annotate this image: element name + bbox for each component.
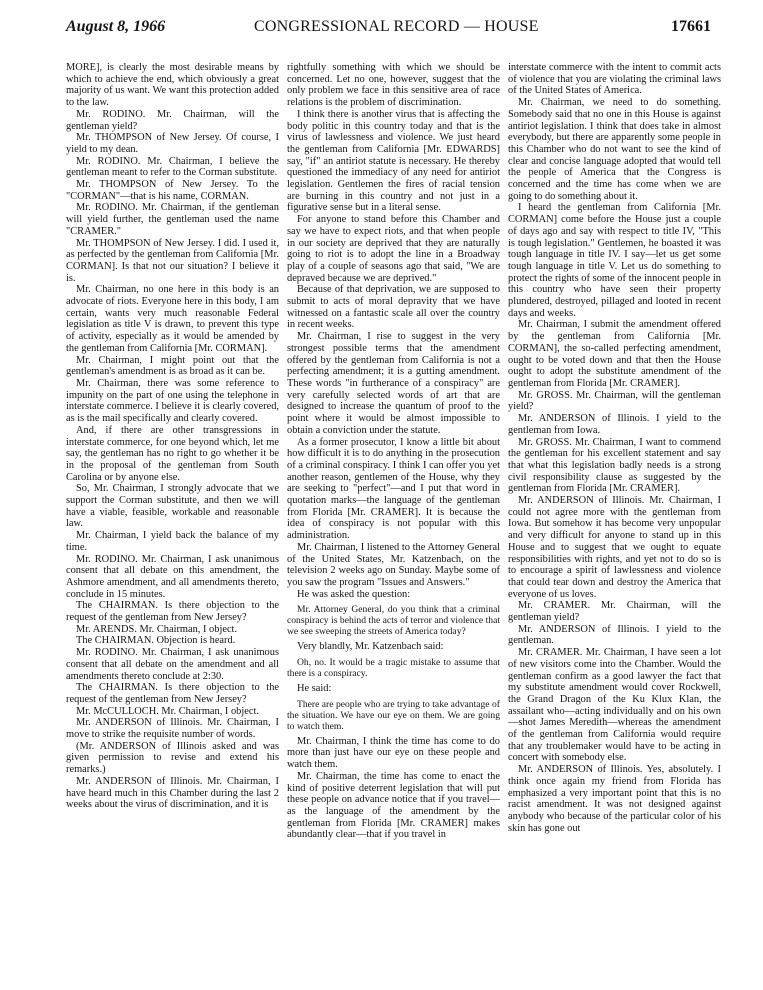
paragraph: Because of that deprivation, we are supposed to submit to acts of moral depravity that we have witnessed on a fantastic scale all over the country in recent weeks. [287,284,500,331]
page-number: 17661 [671,18,711,35]
paragraph: Mr. GROSS. Mr. Chairman, will the gentleman yield? [508,389,721,413]
paragraph: The CHAIRMAN. Objection is heard. [76,635,236,647]
paragraph: Mr. RODINO. Mr. Chairman, I ask unanimous consent that all debate on this amendment, the Ashmore amendment, and all amendments thereto, conclude in 15 minutes. [66,553,279,600]
paragraph: Mr. ANDERSON of Illinois. I yield to the gentleman from Iowa. [508,413,721,436]
paragraph: He was asked the question: [297,588,411,600]
paragraph: rightfully something with which we should be concerned. Let no one, however, suggest that the only problem we face in this sensitive area of race relations is the problem of discrimination. [287,62,500,109]
paragraph: Mr. Chairman, I yield back the balance of my time. [66,530,279,553]
paragraph: Mr. Chairman, no one here in this body is an advocate of riots. Everyone here in this body, I am certain, wants very much reasonable Federal legislation as title V is drawn, to prevent this type of activity, especially as it would be amended by the gentleman from California [Mr. CORMAN]. [66,284,279,354]
paragraph: The CHAIRMAN. Is there objection to the request of the gentleman from New Jersey? [66,600,279,624]
paragraph: For anyone to stand before this Chamber and say we have to expect riots, and that when people in our society are deprived that they are naturally going to riot is to adopt the line in a Broadway play of a couple of seasons ago that said, "We are depraved because we are deprived." [287,214,500,284]
paragraph: Very blandly, Mr. Katzenbach said: [297,641,444,653]
paragraph: Mr. CRAMER. Mr. Chairman, will the gentleman yield? [508,600,721,624]
text-column-2 [287,62,500,976]
paragraph: Mr. Chairman, I might point out that the gentleman's amendment is as broad as it can be. [66,354,279,378]
paragraph: Mr. ANDERSON of Illinois. I yield to the gentleman. [508,623,721,647]
paragraph: Mr. RODINO. Mr. Chairman, I believe the gentleman meant to refer to the Corman substitute. [66,155,279,179]
paragraph: Mr. ANDERSON of Illinois. Mr. Chairman, I could not agree more with the gentleman from Iowa. But somehow it has become very unpopular and very difficult for anyone to stand up in this House and to suggest that we ought to equate responsibilities with rights, and yet not to do so is to encourage a spirit of lawlessness and violence that could tear down and destroy the America that everyone of us loves. [508,495,721,600]
paragraph: As a former prosecutor, I know a little bit about how difficult it is to do anything in the prosecution of a criminal conspiracy. I think I can offer you yet another reason, gentlemen of the House, why they are seeking to "perfect"—and I put that word in quotation marks—the language of the gentleman from Florida [Mr. CRAMER]. It is because the idea of conspiracy is not popular with this administration. [287,436,500,542]
paragraph: So, Mr. Chairman, I strongly advocate that we support the Corman substitute, and then we will have a viable, feasible, workable and reasonable law. [66,483,279,530]
text-column-1 [66,62,279,976]
text-column-3 [508,62,721,976]
paragraph: Mr. RODINO. Mr. Chairman, if the gentleman will yield further, the gentleman used the name "CRAMER." [66,202,279,237]
page-header [0,0,763,62]
header-date: August 8, 1966 [66,18,166,35]
paragraph: Mr. CRAMER. Mr. Chairman, I have seen a lot of new visitors come into the Chamber. Would the gentleman confirm as a good lawyer the fact that my substitute amendment would cover Rockwell, the Grand Dragon of the Ku Klux Klan, the assailant who—acting individually and on his own—shot James Meredith—whereas the amendment of the gentleman from California would require that any troublemaker would have to be acting in concert with somebody else. [508,647,721,764]
paragraph: Mr. Chairman, I think the time has come to do more than just have our eye on these people and watch them. [287,735,500,771]
paragraph: Mr. ANDERSON of Illinois. Mr. Chairman, I move to strike the requisite number of words. [66,717,279,741]
paragraph: MORE], is clearly the most desirable means by which to achieve the end, which obviously a great majority of us want. We want this protection added to the law. [66,62,279,109]
paragraph: I think there is another virus that is affecting the body politic in this country today and that is the virus of lawlessness and violence. We just heard the gentleman from California [Mr. EDWARDS] say, "if" an antiriot statute is necessary. He thereby questioned the immediacy of any need for antiriot legislation. Gentlemen the fires of racial tension are burning in this country and not just in a figurative sense but in a literal sense. [287,108,500,214]
paragraph: He said: [297,683,332,695]
paragraph: Mr. RODINO. Mr. Chairman, I ask unanimous consent that all debate on the amendment and all amendments thereto conclude at 2:30. [66,647,279,682]
paragraph: interstate commerce with the intent to commit acts of violence that you are violating the criminal laws of the United States of America. [508,62,721,97]
paragraph: Mr. ARENDS. Mr. Chairman, I object. [76,623,238,635]
paragraph: Mr. McCULLOCH. Mr. Chairman, I object. [76,705,259,717]
paragraph: Oh, no. It would be a tragic mistake to assume that there is a conspiracy. [287,657,500,680]
paragraph: There are people who are trying to take advantage of the situation. We have our eye on them. We are going to watch them. [287,698,500,732]
paragraph: Mr. GROSS. Mr. Chairman, I want to commend the gentleman for his excellent statement and say that what this legislation badly needs is a strong civil responsibility clause as suggested by the gentleman from Florida [Mr. CRAMER]. [508,436,721,495]
paragraph: Mr. Chairman, we need to do something. Somebody said that no one in this House is against antiriot legislation. I think that does take in almost everybody, but there are apparently some people in this Chamber who do not want to see the kind of clear and concise language adopted that would tell the people of America that the Congress is concerned and the time has come when we are going to do something about it. [508,97,721,202]
paragraph: Mr. ANDERSON of Illinois. Mr. Chairman, I have heard much in this Chamber during the last 2 weeks about the virus of discrimination, and it is [66,775,279,811]
paragraph: Mr. Attorney General, do you think that a criminal conspiracy is behind the acts of terror and violence that we see sweeping the streets of America today? [287,604,500,638]
paragraph: Mr. THOMPSON of New Jersey. I did. I used it, as perfected by the gentleman from California [Mr. CORMAN]. Is that not our situation? I believe it is. [66,237,279,284]
paragraph: The CHAIRMAN. Is there objection to the request of the gentleman from New Jersey? [66,682,279,705]
paragraph: Mr. Chairman, I rise to suggest in the very strongest possible terms that the amendment offered by the gentleman from California is not a perfecting amendment; it is a gutting amendment. These words "in furtherance of a conspiracy" are very carefully selected words of art that are designed to increase the quantum of proof to the point where it would be almost impossible to obtain a conviction under the statute. [287,331,500,436]
paragraph: And, if there are other transgressions in interstate commerce, for one beyond which, let me say, the gentleman has no right to go whether it be in the proposal of the gentleman from South Carolina or by anyone else. [66,424,279,483]
paragraph: Mr. THOMPSON of New Jersey. To the "CORMAN"—that is his name, CORMAN. [66,179,279,202]
paragraph: Mr. ANDERSON of Illinois. Yes, absolutely. I think once again my friend from Florida has emphasized a very important point that this is no racist amendment. It was not designed against anybody who because of the particular color of his skin has gone out [508,764,721,834]
header-title: CONGRESSIONAL RECORD — HOUSE [254,18,539,35]
paragraph: Mr. RODINO. Mr. Chairman, will the gentleman yield? [66,108,279,132]
paragraph: Mr. Chairman, the time has come to enact the kind of positive deterrent legislation that will put these people on advance notice that if you travel—as the language of the amendment by the gentleman from Florida [Mr. CRAMER] makes abundantly clear—that if you travel in [287,770,500,841]
paragraph: Mr. Chairman, I submit the amendment offered by the gentleman from California [Mr. CORMAN], the so-called perfecting amendment, ought to be voted down and that then the House ought to adopt the substitute amendment of the gentleman from Florida [Mr. CRAMER]. [508,319,721,389]
paragraph: Mr. THOMPSON of New Jersey. Of course, I yield to my dean. [66,132,279,155]
paragraph: (Mr. ANDERSON of Illinois asked and was given permission to revise and extend his remarks.) [66,740,279,776]
paragraph: Mr. Chairman, I listened to the Attorney General of the United States, Mr. Katzenbach, on the television 2 weeks ago on Sunday. Maybe some of you saw the program "Issues and Answers." [287,541,500,588]
paragraph: Mr. Chairman, there was some reference to impunity on the part of one using the telephone in interstate commerce. I believe it is clearly covered, as is the mail specifically and clearly covered. [66,377,279,425]
paragraph: I heard the gentleman from California [Mr. CORMAN] come before the House just a couple of days ago and say with respect to title IV, "This is tough legislation." Gentlemen, he boasted it was tough language in title IV. I say—let us get some tough language in title V. Let us do something to protect the rights of some of the innocent people in this country who have seen their property plundered, destroyed, pillaged and looted in recent days and weeks. [508,202,721,319]
